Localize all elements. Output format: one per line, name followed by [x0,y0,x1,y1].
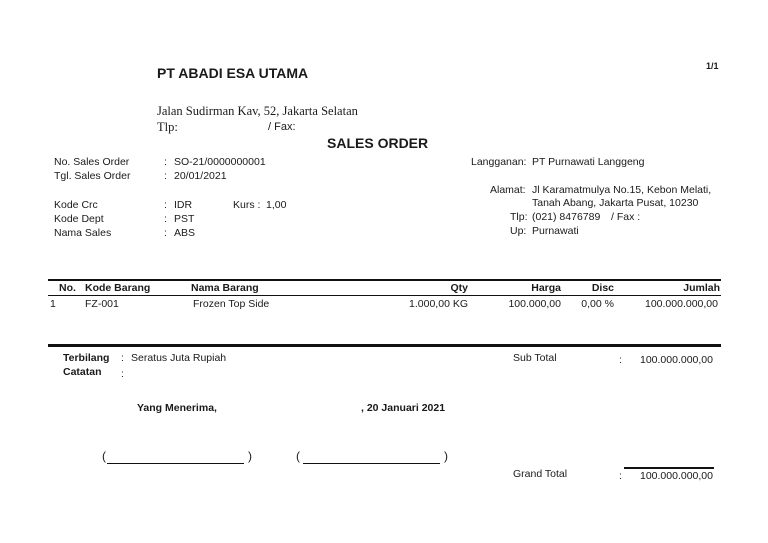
customer-address-line2: Tanah Abang, Jakarta Pusat, 10230 [532,197,699,209]
signature-paren-open: ( [102,449,106,463]
table-header-rule [48,295,721,296]
company-address: Jalan Sudirman Kav, 52, Jakarta Selatan [157,104,358,118]
terbilang-label: Terbilang [63,352,110,364]
colon: : [121,352,124,364]
row-name: Frozen Top Side [193,298,270,310]
signature-line [303,463,440,464]
table-top-rule [48,279,721,281]
currency-label: Kode Crc [54,199,98,211]
row-code: FZ-001 [85,298,119,310]
rate-value: 1,00 [266,199,287,211]
catatan-label: Catatan [63,366,102,378]
order-no-label: No. Sales Order [54,156,130,168]
row-disc: 0,00 % [581,298,614,310]
row-total: 100.000.000,00 [645,298,718,310]
table-bottom-rule [48,344,721,347]
customer-name: PT Purnawati Langgeng [532,156,645,168]
company-fax-label: / Fax: [268,121,296,133]
colon: : [121,368,124,380]
row-price: 100.000,00 [508,298,561,310]
company-phone-label: Tlp: [157,120,178,134]
customer-label: Langganan: [471,156,527,168]
colon: : [619,470,622,482]
subtotal-label: Sub Total [513,352,557,364]
customer-fax-label: / Fax : [611,211,641,223]
colon: : [164,170,167,182]
customer-address-line1: Jl Karamatmulya No.15, Kebon Melati, [532,184,712,196]
page-number: 1/1 [706,61,719,71]
signature-date: , 20 Januari 2021 [361,402,446,414]
subtotal-value: 100.000.000,00 [640,354,713,366]
colon: : [164,199,167,211]
rate-label: Kurs : [233,199,261,211]
signature-paren-close: ) [248,449,252,463]
col-header-no: No. [59,282,76,294]
colon: : [164,227,167,239]
customer-up-value: Purnawati [532,225,579,237]
col-header-disc: Disc [591,282,614,294]
grandtotal-rule [624,467,714,469]
signature-paren-open: ( [296,449,300,463]
grandtotal-value: 100.000.000,00 [640,470,713,482]
document-title: SALES ORDER [327,135,429,151]
row-qty: 1.000,00 KG [409,298,468,310]
grandtotal-label: Grand Total [513,468,568,480]
col-header-name: Nama Barang [191,282,259,294]
company-name: PT ABADI ESA UTAMA [157,65,309,81]
dept-label: Kode Dept [54,213,104,225]
receiver-label: Yang Menerima, [137,402,217,414]
sales-value: ABS [174,227,196,239]
col-header-qty: Qty [450,282,468,294]
signature-line [107,463,244,464]
order-date-label: Tgl. Sales Order [54,170,131,182]
col-header-price: Harga [531,282,561,294]
terbilang-value: Seratus Juta Rupiah [131,352,227,364]
col-header-total: Jumlah [683,282,720,294]
dept-value: PST [174,213,195,225]
customer-phone-value: (021) 8476789 [532,211,601,223]
currency-value: IDR [174,199,193,211]
customer-address-label: Alamat: [490,184,526,196]
row-no: 1 [50,298,56,310]
customer-phone-label: Tlp: [510,211,528,223]
signature-paren-close: ) [444,449,448,463]
col-header-code: Kode Barang [85,282,151,294]
order-date-value: 20/01/2021 [174,170,227,182]
colon: : [619,354,622,366]
colon: : [164,213,167,225]
customer-up-label: Up: [510,225,527,237]
sales-label: Nama Sales [54,227,112,239]
colon: : [164,156,167,168]
order-no-value: SO-21/0000000001 [174,156,266,168]
